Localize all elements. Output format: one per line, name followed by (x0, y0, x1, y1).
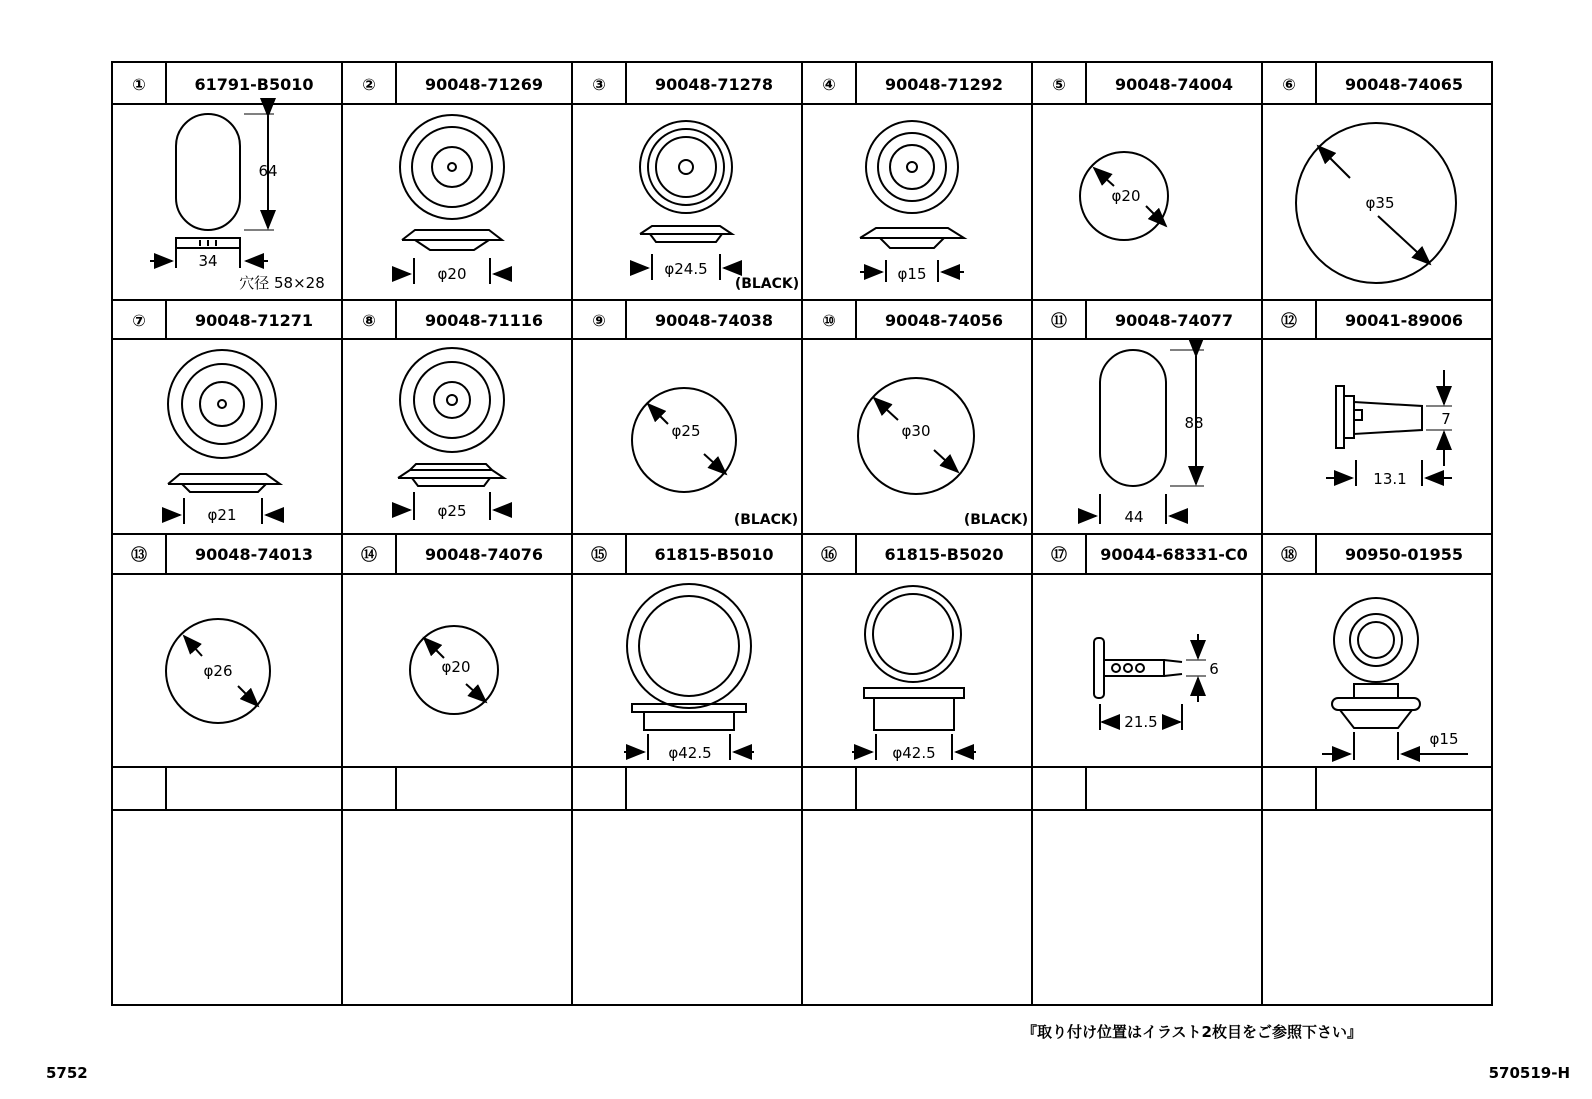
dim-label: φ42.5 (892, 744, 936, 762)
part-number: 90048-74038 (655, 311, 773, 330)
dim-label: φ25 (671, 422, 701, 440)
dim-label: 34 (198, 252, 218, 270)
dim-label: φ20 (441, 658, 471, 676)
drawing-code: 570519-H (1488, 1064, 1570, 1082)
color-note: (BLACK) (963, 512, 1029, 528)
part-4-drawing (860, 121, 964, 282)
reference-note: 『取り付け位置はイラスト2枚目をご参照下さい』 (1022, 1023, 1362, 1041)
dim-label: 44 (1124, 508, 1144, 526)
page-code: 5752 (46, 1064, 88, 1082)
dim-label: 21.5 (1124, 713, 1158, 731)
dim-label: φ20 (437, 265, 467, 283)
part-number: 90048-74004 (1115, 75, 1233, 94)
part-number: 90048-74077 (1115, 311, 1233, 330)
part-index: ⑮ (590, 545, 608, 564)
part-index: ③ (592, 75, 606, 94)
part-3-drawing (630, 121, 742, 280)
part-index: ⑨ (592, 311, 606, 330)
dim-label: φ26 (203, 662, 233, 680)
part-number: 61815-B5020 (884, 545, 1004, 564)
part-index: ⑭ (360, 545, 378, 564)
dim-label: 13.1 (1373, 470, 1407, 488)
part-7-drawing (162, 350, 284, 524)
dim-label: 88 (1184, 414, 1204, 432)
part-16-drawing (852, 586, 976, 760)
part-number: 61815-B5010 (654, 545, 774, 564)
part-index: ⑦ (132, 311, 146, 330)
part-index: ⑯ (820, 545, 838, 564)
dim-label: φ24.5 (664, 260, 708, 278)
dim-label: 6 (1209, 660, 1219, 678)
part-index: ⑫ (1280, 311, 1298, 330)
part-number: 90048-74056 (885, 311, 1003, 330)
part-index: ① (132, 75, 146, 94)
part-2-drawing (392, 115, 512, 284)
dim-label: φ30 (901, 422, 931, 440)
hole-note: 穴径 58×28 (239, 274, 325, 292)
dim-label: φ20 (1111, 187, 1141, 205)
color-note: (BLACK) (734, 276, 800, 292)
part-number: 90048-71292 (885, 75, 1003, 94)
part-index: ⑬ (130, 545, 148, 564)
dim-label: 7 (1441, 410, 1451, 428)
part-number: 90048-74013 (195, 545, 313, 564)
part-number: 90950-01955 (1345, 545, 1463, 564)
part-index: ⑰ (1050, 545, 1068, 564)
dim-label: φ35 (1365, 194, 1395, 212)
part-number: 90044-68331-C0 (1100, 545, 1248, 564)
part-index: ⑥ (1282, 75, 1296, 94)
part-headers (131, 75, 1463, 564)
part-1-drawing (150, 114, 274, 268)
part-number: 61791-B5010 (194, 75, 314, 94)
part-index: ⑱ (1280, 545, 1298, 564)
part-index: ⑪ (1050, 311, 1068, 330)
part-11-drawing (1078, 350, 1204, 524)
part-9-drawing (632, 388, 736, 492)
part-15-drawing (624, 584, 754, 760)
part-number: 90048-71278 (655, 75, 773, 94)
part-number: 90048-74076 (425, 545, 543, 564)
part-number: 90048-71116 (425, 311, 543, 330)
part-index: ⑤ (1052, 75, 1066, 94)
part-8-drawing (392, 348, 512, 520)
dim-label: φ21 (207, 506, 237, 524)
part-index: ⑩ (822, 311, 836, 330)
dim-label: φ15 (897, 265, 927, 283)
dim-label: φ42.5 (668, 744, 712, 762)
dim-label: φ25 (437, 502, 467, 520)
part-number: 90041-89006 (1345, 311, 1463, 330)
part-number: 90048-74065 (1345, 75, 1463, 94)
part-index: ⑧ (362, 311, 376, 330)
color-note: (BLACK) (733, 512, 799, 528)
part-number: 90048-71269 (425, 75, 543, 94)
part-index: ② (362, 75, 376, 94)
part-index: ④ (822, 75, 836, 94)
dim-label: φ15 (1429, 730, 1459, 748)
dim-label: 64 (258, 162, 278, 180)
part-number: 90048-71271 (195, 311, 313, 330)
parts-grid (112, 62, 1492, 1005)
part-12-drawing (1326, 370, 1452, 486)
